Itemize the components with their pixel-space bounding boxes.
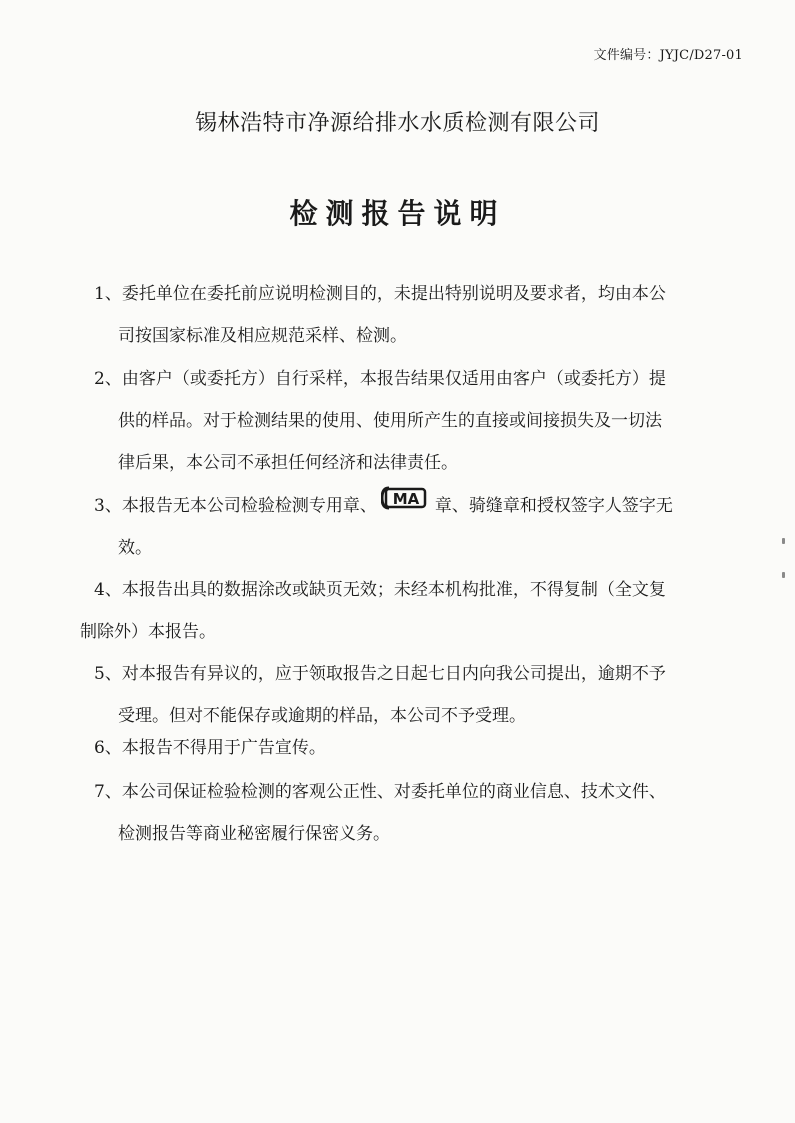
clause-line: 检测报告等商业秘密履行保密义务。 [118, 824, 390, 844]
clause-line: 司按国家标准及相应规范采样、检测。 [118, 326, 407, 346]
clause-line: 6、本报告不得用于广告宣传。 [94, 738, 326, 758]
clause-line: 律后果，本公司不承担任何经济和法律责任。 [118, 453, 458, 473]
clause-3-text-before-seal: 3、本报告无本公司检验检测专用章、 [94, 496, 377, 516]
clause-line: 7、本公司保证检验检测的客观公正性、对委托单位的商业信息、技术文件、 [94, 782, 666, 802]
clause-line: 5、对本报告有异议的，应于领取报告之日起七日内向我公司提出，逾期不予 [94, 664, 666, 684]
clause-7 [94, 771, 666, 855]
clause-line: 供的样品。对于检测结果的使用、使用所产生的直接或间接损失及一切法 [118, 411, 662, 431]
clause-4 [80, 569, 666, 653]
document-number: 文件编号：JYJC/D27-01 [593, 48, 743, 63]
clause-line: 4、本报告出具的数据涂改或缺页无效；未经本机构批准，不得复制（全文复 [94, 580, 666, 600]
cma-seal-icon [381, 484, 431, 526]
clause-line [94, 485, 673, 527]
clause-6 [94, 727, 326, 769]
clause-line: 制除外）本报告。 [80, 622, 216, 642]
clause-2 [94, 358, 666, 484]
clause-3 [94, 485, 673, 569]
clause-5 [94, 653, 666, 737]
clause-3-text-after-seal: 章、骑缝章和授权签字人签字无 [434, 496, 673, 516]
scan-mark [782, 538, 785, 544]
clause-line: 效。 [118, 538, 152, 558]
clause-line: 2、由客户（或委托方）自行采样，本报告结果仅适用由客户（或委托方）提 [94, 369, 666, 389]
cma-seal-text: MA [392, 489, 420, 508]
clause-line: 受理。但对不能保存或逾期的样品，本公司不予受理。 [118, 706, 526, 726]
report-title: 检测报告说明 [289, 197, 506, 230]
scan-mark [782, 572, 785, 578]
clause-1 [94, 273, 666, 357]
clause-line: 1、委托单位在委托前应说明检测目的，未提出特别说明及要求者，均由本公 [94, 284, 666, 304]
company-name: 锡林浩特市净源给排水水质检测有限公司 [194, 111, 600, 136]
